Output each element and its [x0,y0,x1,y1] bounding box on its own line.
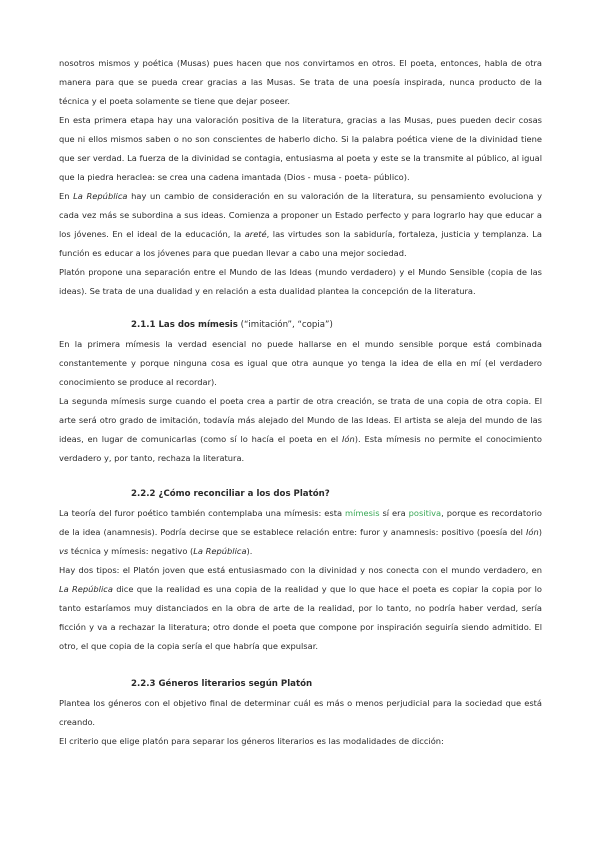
paragraph: Platón propone una separación entre el Mundo de las Ideas (mundo verdadero) y el Mundo Sensible (copia de las ideas). Se trata de una dualidad y en relación a esta dualidad plantea la concepción de la literatura. [59,267,542,296]
section-heading-2-2-3: 2.2.3 Géneros literarios según Platón [131,679,313,689]
paragraph: La segunda mímesis surge cuando el poeta crea a partir de otra creación, se trata de una copia de otra copia. El arte será otro grado de imitación, todavía más alejado del Mundo de las Ideas. El artista se aleja del mundo de las ideas, en lugar de comunicarlas (como sí lo hacía el poeta en el Ión). Esta mímesis no permite el conocimiento verdadero y, por tanto, rechaza la literatura. [59,396,542,463]
paragraph: En La República hay un cambio de consideración en su valoración de la literatura, su pensamiento evoluciona y cada vez más se subordina a sus ideas. Comienza a proponer un Estado perfecto y para lograrlo hay que educar a los jóvenes. En el ideal de la educación, la areté, las virtudes son la sabiduría, fortaleza, justicia y templanza. La función es educar a los jóvenes para que puedan llevar a cabo una mejor sociedad. [59,191,542,258]
paragraph: Hay dos tipos: el Platón joven que está entusiasmado con la divinidad y nos conecta con el mundo verdadero, en La República dice que la realidad es una copia de la realidad y que lo que hace el poeta es copiar la copia por lo tanto estaríamos muy distanciados en la obra de arte de la realidad, por lo tanto, no podría haber verdad, sería ficción y va a rechazar la literatura; otro donde el poeta que compone por inspiración seguiría siendo admitido. El otro, el que copia de la copia sería el que habría que expulsar. [59,565,542,651]
paragraph: nosotros mismos y poética (Musas) pues hacen que nos convirtamos en otros. El poeta, entonces, habla de otra manera para que se pueda crear gracias a las Musas. Se trata de una poesía inspirada, nunca producto de la técnica y el poeta solamente se tiene que dejar poseer. [59,58,542,106]
paragraph: Plantea los géneros con el objetivo final de determinar cuál es más o menos perjudicial para la sociedad que está creando. [59,698,542,727]
paragraph: El criterio que elige platón para separar los géneros literarios es las modalidades de dicción: [59,736,444,746]
section-heading-2-1-1: 2.1.1 Las dos mímesis (“imitación”, “copia”) [131,320,333,330]
paragraph: En esta primera etapa hay una valoración positiva de la literatura, gracias a las Musas, pues pueden decir cosas que ni ellos mismos saben o no son conscientes de haberlo dicho. Si la palabra poética viene de la divinidad tiene que ser verdad. La fuerza de la divinidad se contagia, entusiasma al poeta y este se la transmite al público, al igual que la piedra heraclea: se crea una cadena imantada (Dios - musa - poeta- público). [59,115,542,182]
paragraph: En la primera mímesis la verdad esencial no puede hallarse en el mundo sensible porque está combinada constantemente y porque ninguna cosa es igual que otra aunque yo tenga la idea de ella en mí (el verdadero conocimiento se produce al recordar). [59,339,542,387]
paragraph: La teoría del furor poético también contemplaba una mímesis: esta mímesis sí era positiva, porque es recordatorio de la idea (anamnesis). Podría decirse que se establece relación entre: furor y anamnesis: positivo (poesía del Ión) vs técnica y mímesis: negativo (La República). [59,508,542,556]
highlighted-word: positiva [408,508,442,518]
highlighted-word: mímesis [345,508,380,518]
section-heading-2-2-2: 2.2.2 ¿Cómo reconciliar a los dos Platón? [131,489,330,499]
page-content [59,54,542,751]
